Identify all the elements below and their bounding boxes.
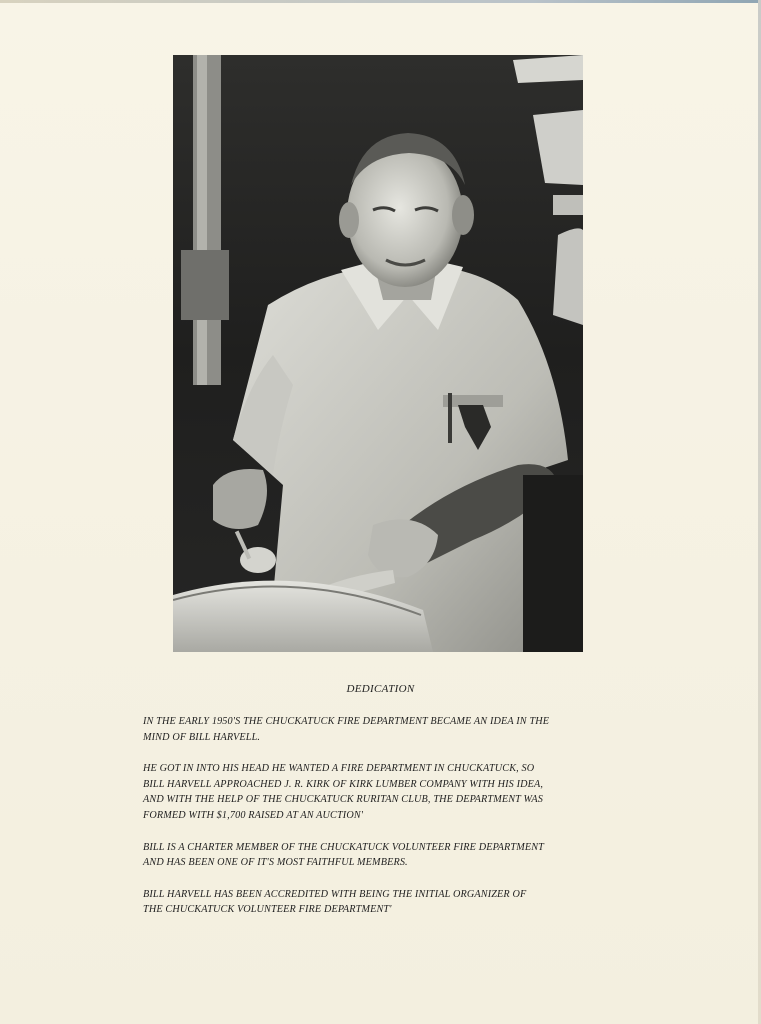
text-line: FORMED WITH $1,700 RAISED AT AN AUCTION' bbox=[143, 809, 364, 821]
text-line: AND WITH THE HELP OF THE CHUCKATUCK RURITAN CLUB, THE DEPARTMENT WAS bbox=[143, 794, 544, 806]
portrait-photo bbox=[173, 55, 583, 652]
text-line: AND HAS BEEN ONE OF IT'S MOST FAITHFUL MEMBERS. bbox=[143, 857, 408, 869]
text-line: BILL IS A CHARTER MEMBER OF THE CHUCKATUCK VOLUNTEER FIRE DEPARTMENT bbox=[143, 841, 544, 853]
page-edge-top bbox=[0, 0, 761, 3]
text-line: BILL HARVELL HAS BEEN ACCREDITED WITH BEING THE INITIAL ORGANIZER OF bbox=[143, 888, 527, 900]
text-line: IN THE EARLY 1950'S THE CHUCKATUCK FIRE DEPARTMENT BECAME AN IDEA IN THE bbox=[143, 716, 550, 727]
text-line: THE CHUCKATUCK VOLUNTEER FIRE DEPARTMENT' bbox=[143, 904, 392, 916]
paragraph-2 bbox=[143, 761, 623, 823]
paragraph-1 bbox=[143, 714, 623, 745]
dedication-title: DEDICATION bbox=[346, 683, 415, 695]
text-line: MIND OF BILL HARVELL. bbox=[143, 731, 261, 743]
text-line: HE GOT IN INTO HIS HEAD HE WANTED A FIRE DEPARTMENT IN CHUCKATUCK, SO bbox=[143, 763, 535, 775]
paragraph-3 bbox=[143, 840, 623, 871]
dedication-body bbox=[143, 714, 623, 934]
paragraph-4 bbox=[143, 887, 623, 918]
text-line: BILL HARVELL APPROACHED J. R. KIRK OF KIRK LUMBER COMPANY WITH HIS IDEA, bbox=[143, 778, 544, 790]
